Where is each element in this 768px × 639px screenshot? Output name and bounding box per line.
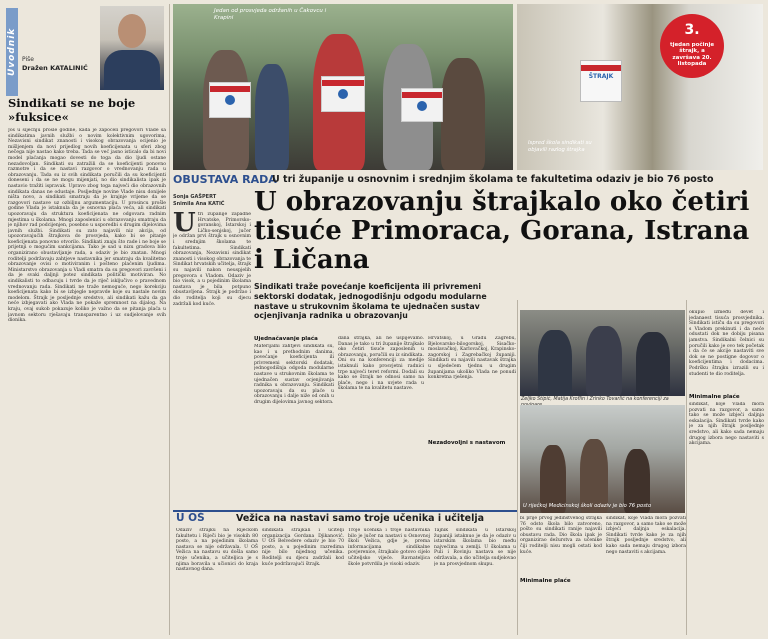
article-col-6b (689, 402, 764, 634)
press-conference-photo (520, 310, 685, 396)
editorial-body: Još u siječnju prošle godine, kada je započeli pregovori Vlade sa sindikatima javnih službi o novim kolektivnim ugovorima, Nezavisni sindikat znanosti i visokog obrazovanja ocijenio je mišljenjem da novi prijedlog novih koeficijenata u sferi zbog nečega nije nastao kako treba. Tada se već jasno isticalo da bi novi model plaćanja mogao dovesti do toga da dio ljudi ostane nezadovoljan. Sindikati su zatražili da se koeficijenti ponovno razmotre i da se nastavi razgovor o vrednovanju rada u obrazovanju. Tada su iz svih sindikata poručili da su koeficijenti doneseni i da se ne mogu mijenjati, no dio sindikalista ipak je nastavio tražiti ispravak. Upravo zbog toga najveći dio obrazovnih sindikata danas ne odustaje. Posljednje novine Vlade nisu donijele ništa novo, a sindikati smatraju da je krajnje vrijeme da se razgovori nastave uz ozbiljnu argumentaciju. U prosincu prošle godine Vlada je istaknula da je osnovna plaća veća, ali sindikati upozoravaju da struktura koeficijenata ne odgovara radnim mjestima u školama. Mnogi zaposlenici u obrazovanju smatraju da je njihov rad podcijenjen, posebno u usporedbi s drugim dijelovima javnih službi. Sindikati su zato najavili niz akcija, od upozoravajućih štrajkova do prosvjeda, kako bi se pitanje koeficijenata ponovno otvorilo. Sindikati znaju što rade i ne boje se prijetnji o mogućim sankcijama. Tako je sad u nizu gradova bilo organizirano obustavljanje rada, a odaziv je bio znatan. Mnogi roditelji podržavaju zahtjeve nastavnika jer smatraju da kvalitetno obrazovanje ovisi o motiviranim i pošteno plaćenim ljudima. Ministarstvo obrazovanja u Vladi smatra da su pregovori završeni i da je svaki daljnji potez sindikata politički motiviran. No sindikalisti to odbacuju i tvrde da je riječ isključivo o pravednom vrednovanju rada. Sindikati ne traže nemoguće, nego korekciju koeficijenata kako bi se izbjegle nepravde koje su nastale novim modelom. Štrajk je posljednje sredstvo, ali sindikati kažu da ga neće izbjegavati ako Vlada ne pokaže spremnost na dijalog. Na kraju, ovaj sukob pokazuje koliko je važno da se pitanja plaća u javnom sektoru rješavaju transparentno i uz sudjelovanje svih dionika. (8, 128, 166, 324)
article-col-6b-text: sindikat, koje Vlada mora pozvati na razgovor, a samo tako se može izbjeći daljnja eskalacija. Sindikati tvrde kako je za njih štrajk posljednje sredstvo, ali kako sada nemaju drugog izbora nego nastaviti s akcijama. (689, 402, 764, 447)
box-title-label: U OŠ (176, 512, 205, 524)
subhead-minimalne-place: Minimalne plaće (689, 394, 740, 400)
school-corridor-caption: U riječkoj Medicinskoj školi odaziv je bio 76 posto (523, 503, 652, 509)
article-col-5c: sindikat, koje Vlada mora pozvati na razgovor, a samo tako se može izbjeći daljnja eskalacija. Sindikati tvrde kako je za njih štrajk posljednje sredstvo, ali kako sada nemaju drugog izbora nego nastaviti s akcijama. (606, 516, 686, 555)
article-col-5b: bi prije prvog jedinstvenog štrajka 76 odsto škola bilo zatvoreno, pošto su sindikati ranije najavili obustavu rada. Dio škola ipak je organizirao dežurstva za učenike čiji roditelji nisu mogli ostati kod kuće. (520, 516, 602, 555)
author-label: Piše (22, 56, 34, 63)
subhead-ujednacavanje: Ujednačavanje plaća (254, 336, 318, 342)
school-photo-caption: Ispred škola sindikati su objavili razlog štrajka (528, 140, 592, 153)
article-col-4: Hrvatskoj, u Gradu Zagrebu, Bjelovarsko-bilogorskoj, Sisačko-moslavačkoj, Karlovačkoj, Krapinsko-zagorskoj i Zagrebačkoj županiji. Sindikati su najavili nastavak štrajka u sljedećem tjednu u drugim županijama ukoliko Vlada ne ponudi konkretna rješenja. (428, 336, 516, 381)
subhead-minimalne-place-2: Minimalne plaće (520, 578, 571, 584)
info-badge (660, 14, 724, 78)
box-col-2: sindikata štrajkali i učitelji organizacija Gordana Djikanović. U OŠ Belvedere odaziv je bio 70 posto, a u pojedinim razredima nije bilo nijednog učenika. Roditelji su djecu zadržali kod kuće podržavajući štrajk. (262, 528, 344, 567)
author-name: Dražen KATALINIĆ (22, 64, 88, 72)
author-photo (100, 6, 164, 90)
box-col-3: Troje učenika i troje nastavnika bilo je jučer na nastavi u Osnovnoj školi Vežica, gdje je, prema informacijama sindikalne povjerenice, štrajkalo gotovo cijelo učiteljsko vijeće. Ravnateljica škole potvrdila je visoki odaziv. (348, 528, 430, 567)
box-col-4: Tajnik sindikata u Istarskoj županiji istaknuo je da je odaziv u istarskim školama bio među najvećima u zemlji. U školama u Puli i Rovinju nastava se nije održavala, a dio učitelja sudjelovao je na prosvjednom skupu. (434, 528, 516, 567)
school-corridor-photo (520, 405, 685, 513)
strike-poster (580, 60, 622, 102)
editorial-headline: Sindikati se ne boje »fuksice« (8, 96, 136, 124)
subhead-nezadovoljni: Nezadovoljni s nastavom (428, 440, 506, 446)
protest-photo-caption: Jedan od prosvjeda održanih u Čakovcu i Krapini (214, 8, 327, 21)
box-col-1: Odaziv štrajku na Riječkom fakultetu i Riječi bio je visokih 80 posto, a na pojedinim školama nastava se nije održavala. U OŠ Vežica na nastavu su došla samo troje učenika, a učiteljica je s njima boravila u učionici do kraja nastavnog dana. (176, 528, 258, 573)
press-conference-caption: Željko Stipić, Matija Kroflin i Zrinko Tovarlić na konferenciji za (521, 397, 669, 402)
article-col-1-text: tri županije zapadne Hrvatske, Primorsko-goranskoj, Istarskoj i Ličko-senjskoj, jučer je održan prvi štrajk u osnovnim i srednjim školama te fakultetima. Sindikati obrazovanja, Nezavisni sindikat znanosti i visokog obrazovanja te Sindikat hrvatskih učitelja, štrajk su najavili nakon neuspjelih pregovora s Vladom. Odaziv je bio visok, a u pojedinim školama nastava je bila potpuno obustavljena. Štrajk je podržao i dio roditelja koji su djecu zadržali kod kuće. (173, 212, 251, 307)
badge-number: 3. (684, 22, 700, 38)
badge-text: tjedan počinje štrajk, a završava 20. listopada (669, 42, 715, 68)
article-col-2: Materijalni zahtjevi sindikata su, kao i u prethodnim danima, povećanje koeficijenta ili privremeni sektorski dodatak, jednogodišnja odgoda modularne nastave u strukovnim školama te ujednačen sustav ocjenjivanja radnika u obrazovanju. Sindikati upozoravaju da su plaće u obrazovanju i dalje niže od onih u drugim dijelovima javnog sektora. (254, 344, 334, 405)
article-bylines: Sonja GAŠPERT Snimila Ana KATIĆ (173, 194, 225, 207)
protest-photo (173, 4, 513, 170)
article-headline: U obrazovanju štrajkalo oko četiri tisuće Primoraca, Gorana, Istrana i Ličana (254, 187, 750, 275)
kicker-label: OBUSTAVA RADA (173, 173, 277, 186)
article-col-3: dana štrajka, ali ne uspijevamo. Danas je tako u tri županije štrajkalo oko četiri tisuće zaposlenih u obrazovanju, poručili su iz sindikata. Oni su na konferenciji za medije istaknuli kako prosvjetni radnici trpe najveći teret reformi. Dodali su kako se štrajk ne odnosi samo na plaće, nego i na uvjete rada u školama te na kvalitetu nastave. (338, 336, 424, 392)
article-col-6: okupio između devet i jedanaest tisuća prosvjednika. Sindikati ističu da su pregovori s Vladom prekinuti i da neće odustati dok ne dobiju pisana jamstva. Sindikalni čelnici su poručili kako je ovo tek početak i da će se akcije nastaviti sve dok se ne postigne dogovor o koeficijentima i dodacima. Podršku štrajku izrazili su i studenti te dio roditelja. (689, 310, 764, 377)
kicker-text: U tri županije u osnovnim i srednjim školama te fakultetima odaziv je bio 76 posto (272, 174, 714, 185)
drop-cap: U (173, 212, 196, 238)
section-label-uvodnik: Uvodnik (6, 8, 18, 96)
box-title-text: Vežica na nastavi samo troje učenika i učitelja (236, 513, 485, 524)
article-col-1 (173, 212, 251, 496)
strike-poster-label: ŠTRAJK (588, 73, 614, 80)
article-deck: Sindikati traže povećanje koeficijenta ili privremeni sektorski dodatak, jednogodišnju odgodu modularne nastave u strukovnim školama te ujednačen sustav ocjenjivanja radnika u obrazovanju (254, 282, 487, 321)
